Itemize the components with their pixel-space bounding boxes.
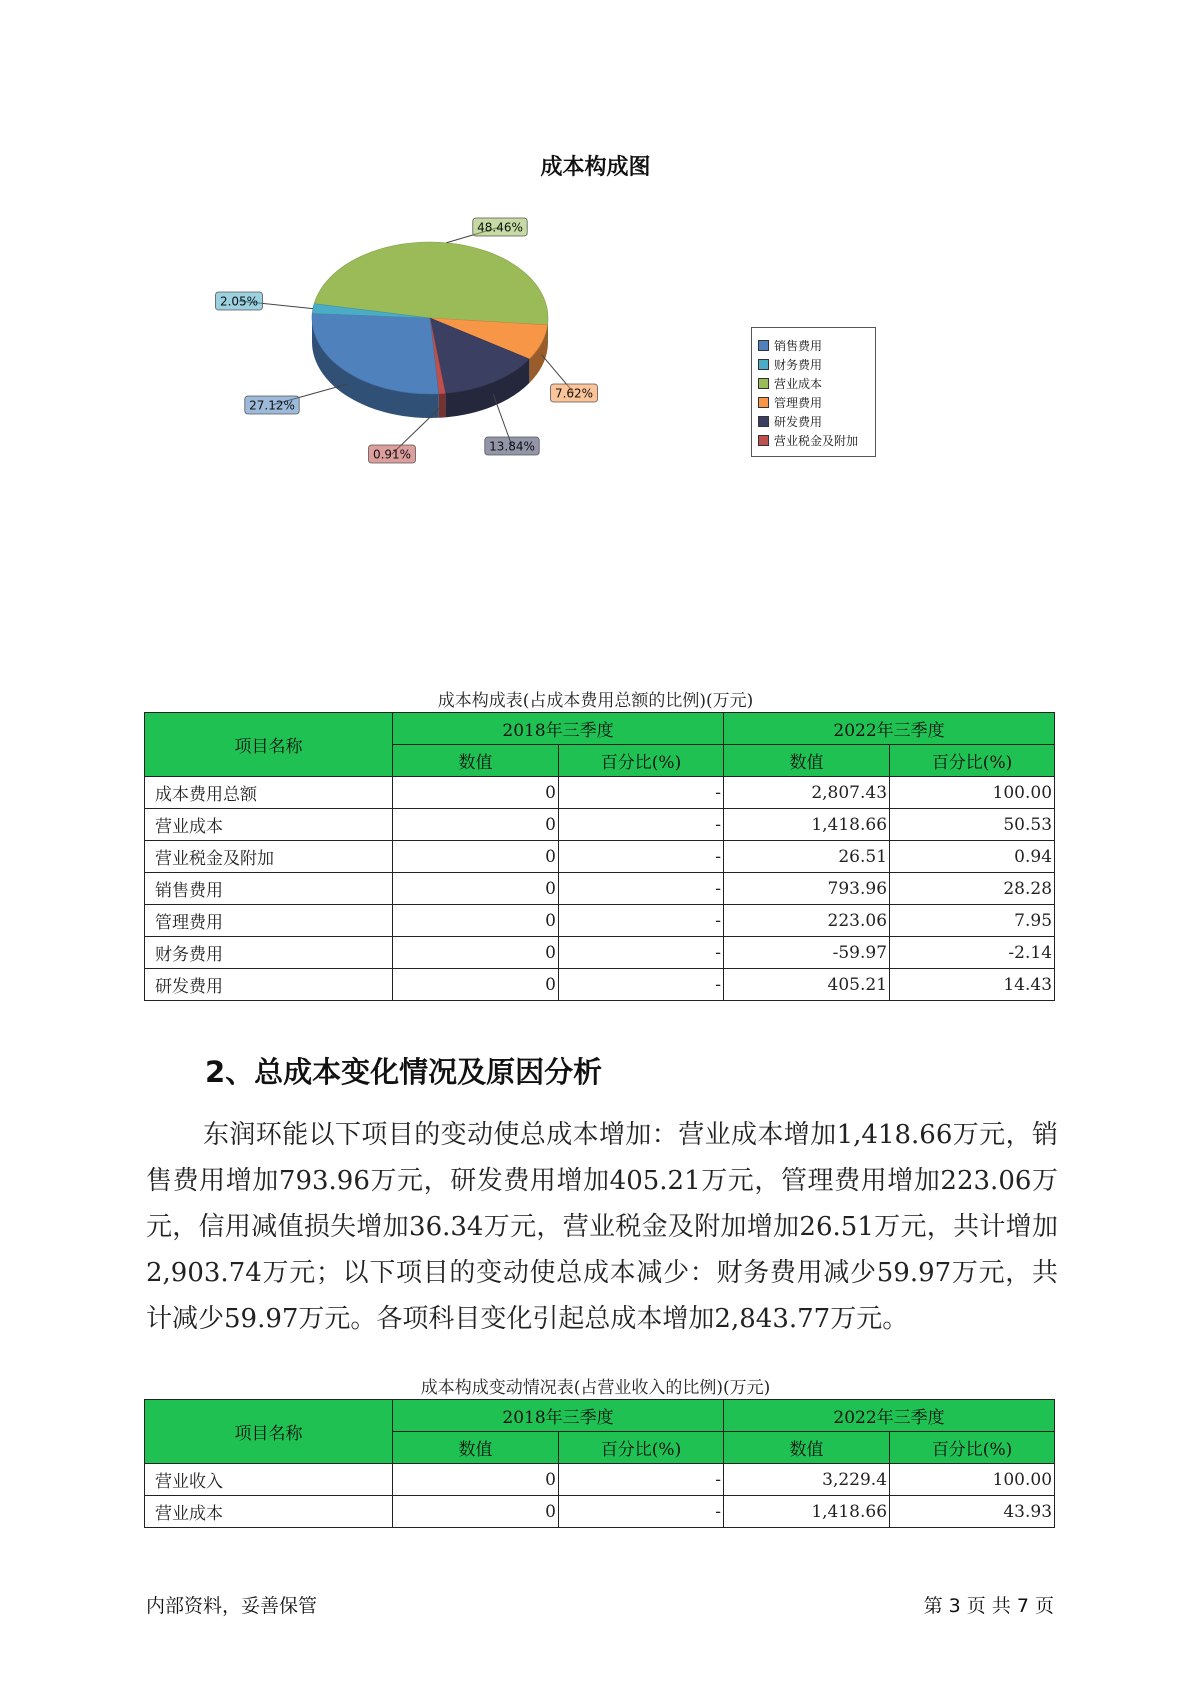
header-period-2018: 2018年三季度	[393, 1400, 724, 1432]
row-name: 研发费用	[145, 969, 393, 1001]
row-percent-2022: 100.00	[890, 777, 1055, 809]
row-value-2018: 0	[393, 841, 559, 873]
table-row	[145, 937, 1055, 969]
pie-data-label: 0.91%	[372, 447, 412, 462]
section-heading: 2、总成本变化情况及原因分析	[205, 1055, 603, 1089]
row-percent-2018: -	[559, 1464, 724, 1496]
legend-label: 销售费用	[774, 339, 823, 353]
row-value-2018: 0	[393, 905, 559, 937]
header-item-name: 项目名称	[145, 713, 393, 777]
pie-data-label: 2.05%	[219, 294, 259, 309]
row-percent-2022: 14.43	[890, 969, 1055, 1001]
legend-label: 管理费用	[774, 396, 823, 410]
row-percent-2018: -	[559, 969, 724, 1001]
cost-structure-table	[144, 712, 1055, 1001]
row-percent-2018: -	[559, 809, 724, 841]
row-value-2018: 0	[393, 969, 559, 1001]
header-value: 数值	[724, 745, 890, 777]
row-name: 营业成本	[145, 1496, 393, 1528]
row-percent-2022: 43.93	[890, 1496, 1055, 1528]
row-percent-2018: -	[559, 1496, 724, 1528]
footer-page-number: 第 3 页 共 7 页	[923, 1595, 1054, 1617]
chart-title: 成本构成图	[540, 155, 651, 180]
legend-label: 营业税金及附加	[774, 434, 859, 448]
pie-data-label: 48.46%	[477, 220, 523, 235]
row-name: 管理费用	[145, 905, 393, 937]
footer-confidential-note: 内部资料，妥善保管	[146, 1595, 318, 1617]
row-name: 财务费用	[145, 937, 393, 969]
table-row	[145, 809, 1055, 841]
row-value-2022: 1,418.66	[724, 1496, 890, 1528]
header-percent: 百分比(%)	[890, 745, 1055, 777]
legend-swatch	[758, 359, 769, 370]
cost-change-table	[144, 1399, 1055, 1528]
header-item-name: 项目名称	[145, 1400, 393, 1464]
legend-item	[758, 355, 869, 374]
table-row	[145, 1464, 1055, 1496]
pie-data-label: 13.84%	[489, 439, 535, 454]
row-value-2022: 2,807.43	[724, 777, 890, 809]
chart-legend	[751, 327, 876, 457]
row-percent-2018: -	[559, 905, 724, 937]
legend-label: 营业成本	[774, 377, 823, 391]
row-value-2018: 0	[393, 1464, 559, 1496]
legend-item	[758, 336, 869, 355]
row-percent-2022: 100.00	[890, 1464, 1055, 1496]
row-percent-2022: -2.14	[890, 937, 1055, 969]
row-value-2018: 0	[393, 809, 559, 841]
table1-caption: 成本构成表(占成本费用总额的比例)(万元)	[437, 691, 754, 711]
row-name: 成本费用总额	[145, 777, 393, 809]
row-percent-2018: -	[559, 873, 724, 905]
legend-swatch	[758, 416, 769, 427]
header-period-2022: 2022年三季度	[724, 1400, 1055, 1432]
header-percent: 百分比(%)	[559, 745, 724, 777]
row-value-2022: 26.51	[724, 841, 890, 873]
row-percent-2018: -	[559, 937, 724, 969]
table-row	[145, 873, 1055, 905]
row-name: 营业成本	[145, 809, 393, 841]
row-percent-2018: -	[559, 777, 724, 809]
legend-label: 研发费用	[774, 415, 823, 429]
header-percent: 百分比(%)	[890, 1432, 1055, 1464]
pie-data-label: 27.12%	[249, 398, 295, 413]
row-value-2022: 3,229.4	[724, 1464, 890, 1496]
header-percent: 百分比(%)	[559, 1432, 724, 1464]
row-name: 营业税金及附加	[145, 841, 393, 873]
row-value-2018: 0	[393, 937, 559, 969]
legend-item	[758, 431, 869, 450]
legend-item	[758, 412, 869, 431]
row-value-2018: 0	[393, 777, 559, 809]
header-value: 数值	[393, 745, 559, 777]
legend-label: 财务费用	[774, 358, 823, 372]
legend-swatch	[758, 378, 769, 389]
row-value-2022: 793.96	[724, 873, 890, 905]
table-row	[145, 1496, 1055, 1528]
legend-swatch	[758, 397, 769, 408]
table-row	[145, 777, 1055, 809]
row-value-2018: 0	[393, 1496, 559, 1528]
legend-swatch	[758, 340, 769, 351]
table-row	[145, 905, 1055, 937]
table-row	[145, 969, 1055, 1001]
table2-caption: 成本构成变动情况表(占营业收入的比例)(万元)	[420, 1378, 771, 1398]
row-value-2018: 0	[393, 873, 559, 905]
table-row	[145, 841, 1055, 873]
row-value-2022: -59.97	[724, 937, 890, 969]
row-percent-2022: 28.28	[890, 873, 1055, 905]
header-value: 数值	[724, 1432, 890, 1464]
analysis-paragraph: 东润环能以下项目的变动使总成本增加：营业成本增加1,418.66万元，销售费用增加793.96万元，研发费用增加405.21万元，管理费用增加223.06万元，信用减值损失增加36.34万元，营业税金及附加增加26.51万元，共计增加2,903.74万元；以下项目的变动使总成本减少：财务费用减少59.97万元，共计减少59.97万元。各项科目变化引起总成本增加2,843.77万元。	[146, 1120, 1058, 1334]
legend-item	[758, 393, 869, 412]
legend-item	[758, 374, 869, 393]
row-value-2022: 405.21	[724, 969, 890, 1001]
header-period-2022: 2022年三季度	[724, 713, 1055, 745]
row-value-2022: 223.06	[724, 905, 890, 937]
row-value-2022: 1,418.66	[724, 809, 890, 841]
row-percent-2022: 50.53	[890, 809, 1055, 841]
header-value: 数值	[393, 1432, 559, 1464]
row-percent-2022: 0.94	[890, 841, 1055, 873]
row-percent-2022: 7.95	[890, 905, 1055, 937]
row-name: 营业收入	[145, 1464, 393, 1496]
pie-data-label: 7.62%	[554, 386, 594, 401]
pie-slice-side	[439, 393, 446, 417]
row-percent-2018: -	[559, 841, 724, 873]
legend-swatch	[758, 435, 769, 446]
header-period-2018: 2018年三季度	[393, 713, 724, 745]
row-name: 销售费用	[145, 873, 393, 905]
pie-chart	[0, 0, 1191, 520]
